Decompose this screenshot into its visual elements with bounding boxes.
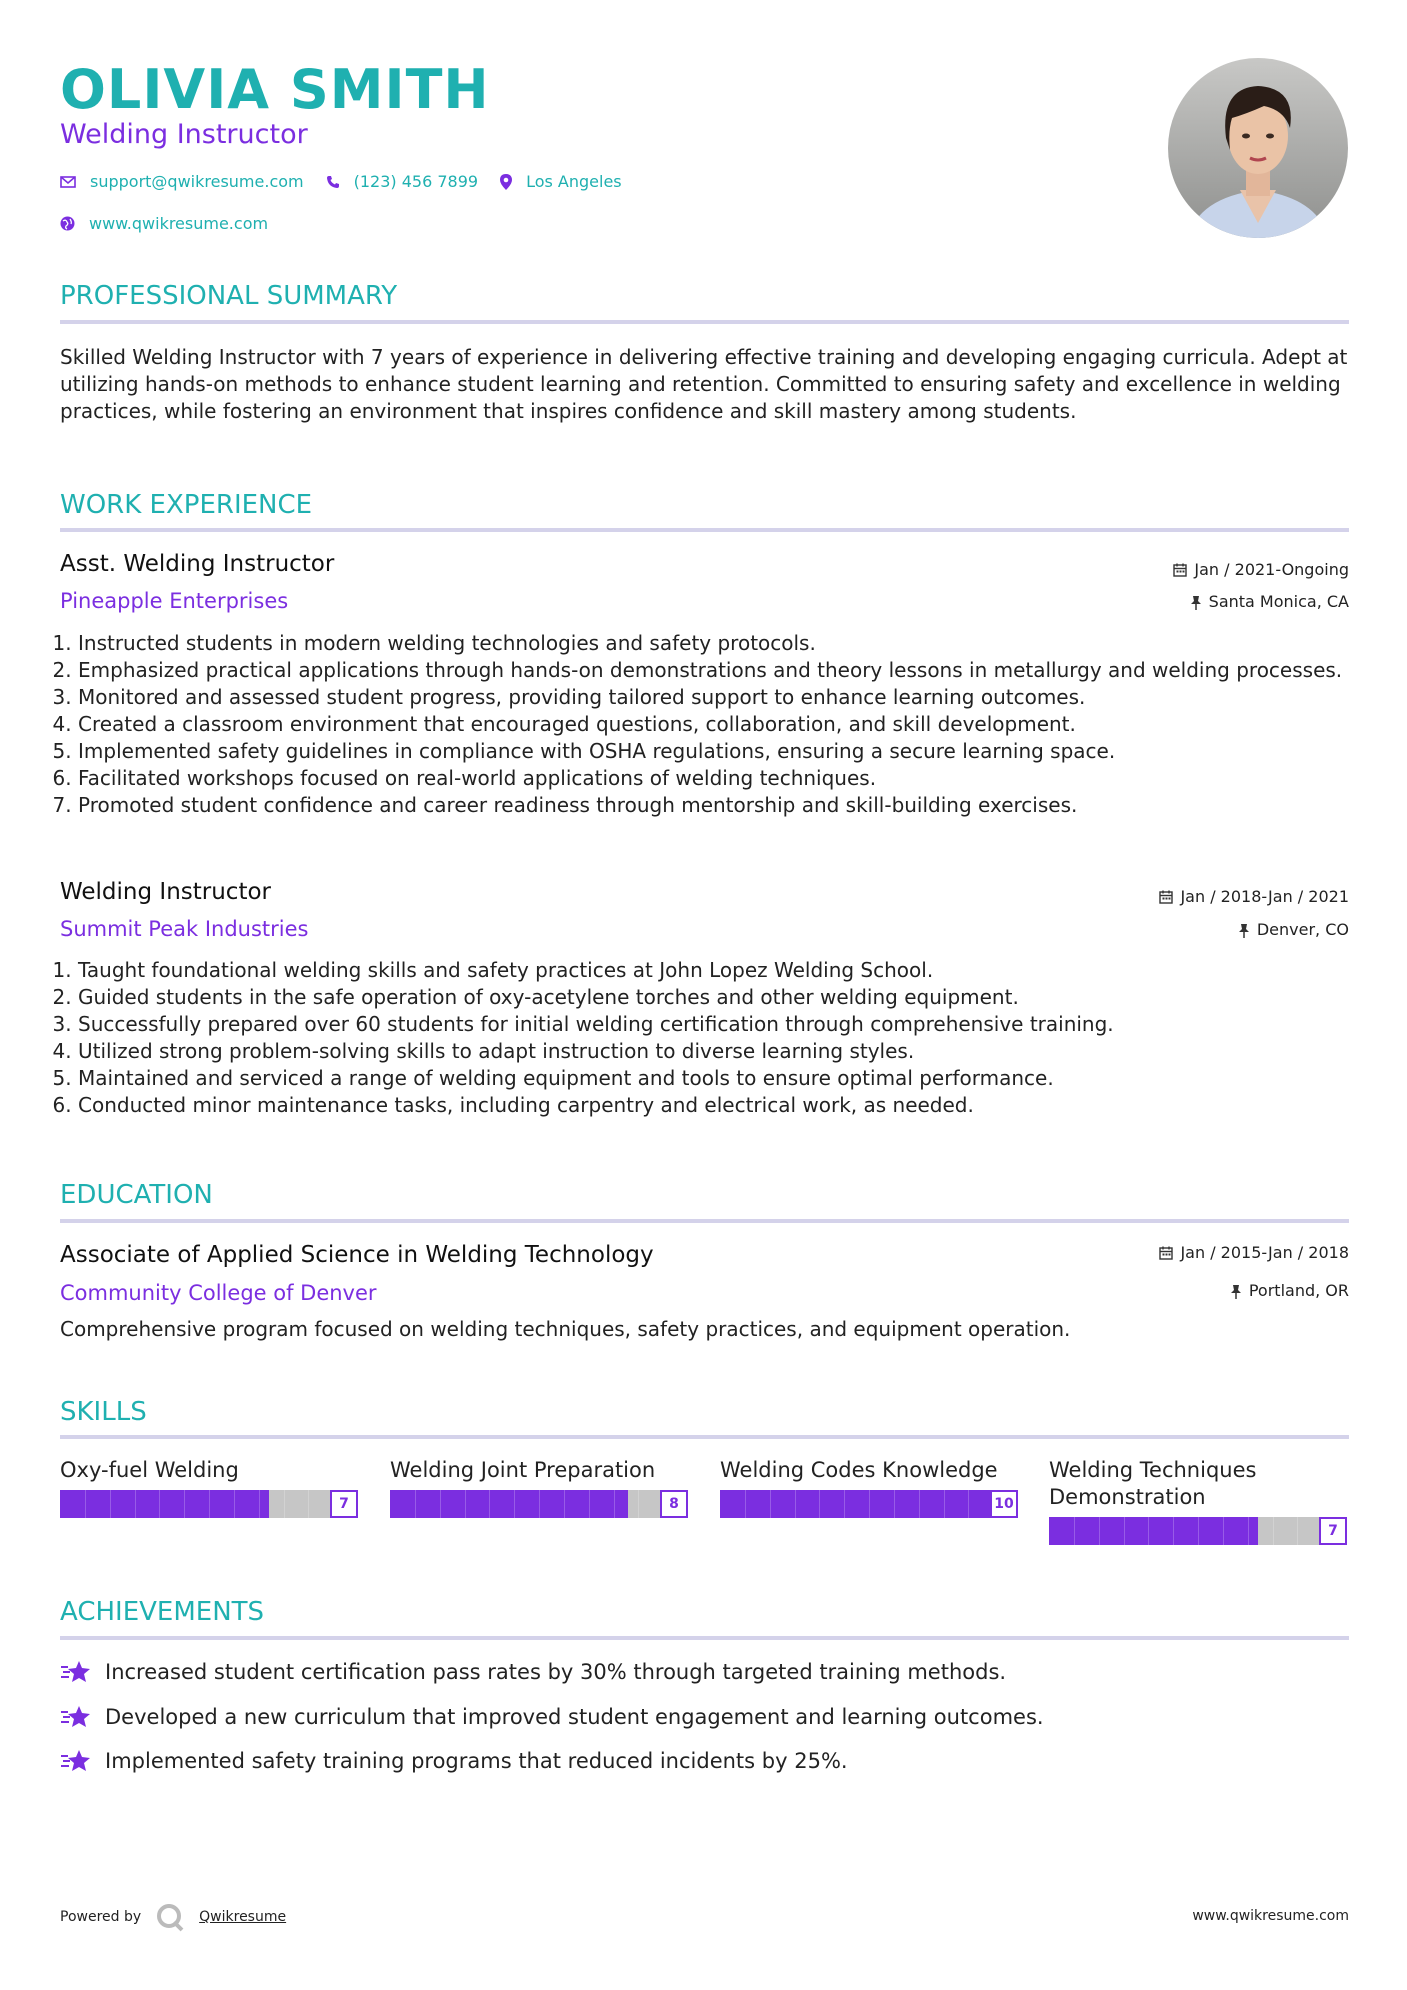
skill-bar-segment [919,1490,920,1518]
job-title: Welding Instructor [60,879,271,905]
skill-bar-segment [1124,1517,1125,1545]
footer-url[interactable]: www.qwikresume.com [1192,1908,1349,1924]
candidate-name: OLIVIA SMITH [60,58,490,121]
job-company: Pineapple Enterprises [60,589,289,613]
calendar-icon [1159,1246,1173,1260]
list-item: 6. Facilitated workshops focused on real-world applications of welding techniques. [78,765,1348,792]
profile-photo [1168,58,1348,238]
contact-email[interactable]: support@qwikresume.com [60,172,304,191]
skill-bar-segment [1099,1517,1100,1545]
list-item: 4. Created a classroom environment that encouraged questions, collaboration, and skill development. [78,711,1348,738]
map-pin-icon [500,174,512,190]
skill-bar-segment [1148,1517,1149,1545]
skill-bar-segment [465,1490,466,1518]
job-bullets [60,957,1348,1119]
section-divider [60,1636,1349,1640]
skill-bar-segment [1273,1517,1274,1545]
skill-level-badge: 10 [990,1490,1018,1518]
skill-bar-segment [308,1490,309,1518]
contact-location: Los Angeles [500,172,622,191]
shooting-star-icon [60,1748,92,1774]
skill-name: Welding Codes Knowledge [720,1458,998,1482]
globe-icon [60,216,75,231]
section-divider [60,528,1349,532]
section-divider [60,1435,1349,1439]
list-item: 2. Guided students in the safe operation of oxy-acetylene torches and other welding equipment. [78,984,1348,1011]
achievement-item: Implemented safety training programs that reduced incidents by 25%. [60,1747,848,1775]
skill-item [60,1457,358,1518]
list-item: 3. Successfully prepared over 60 students for initial welding certification through comprehensive training. [78,1011,1348,1038]
achievement-item: Increased student certification pass rates by 30% through targeted training methods. [60,1658,1006,1686]
shooting-star-icon [60,1659,92,1685]
skill-name: Welding Joint Preparation [390,1458,656,1482]
skill-bar-segment [1223,1517,1224,1545]
skill-level-badge: 8 [660,1490,688,1518]
education-location: Portland, OR [1230,1280,1349,1302]
skill-bar-segment [819,1490,820,1518]
skill-bar-segment [415,1490,416,1518]
contact-phone[interactable]: (123) 456 7899 [326,172,478,191]
education-dates: Jan / 2015-Jan / 2018 [1159,1242,1349,1264]
skill-level-fill [1049,1517,1258,1545]
footer-powered-by: Powered by Qwikresume [60,1902,286,1932]
skill-bar-segment [489,1490,490,1518]
skill-bar-segment [1173,1517,1174,1545]
section-divider [60,320,1349,324]
skill-level-bar [60,1490,358,1518]
skill-level-badge: 7 [1319,1517,1347,1545]
contact-website[interactable]: www.qwikresume.com [60,214,268,233]
skill-bar-segment [1074,1517,1075,1545]
job-location: Santa Monica, CA [1190,591,1349,613]
skill-level-bar [1049,1517,1347,1545]
skill-bar-segment [284,1490,285,1518]
skill-item [1049,1457,1347,1545]
skill-bar-segment [1198,1517,1199,1545]
skill-bar-segment [795,1490,796,1518]
list-item: 4. Utilized strong problem-solving skills to adapt instruction to diverse learning styles. [78,1038,1348,1065]
skill-bar-segment [745,1490,746,1518]
job-dates: Jan / 2021-Ongoing [1173,559,1349,581]
school-name: Community College of Denver [60,1281,377,1305]
skill-level-badge: 7 [330,1490,358,1518]
skill-bar-segment [894,1490,895,1518]
section-title-education: EDUCATION [60,1180,213,1210]
skill-bar-segment [259,1490,260,1518]
list-item: 1. Instructed students in modern welding technologies and safety protocols. [78,630,1348,657]
list-item: 1. Taught foundational welding skills and safety practices at John Lopez Welding School. [78,957,1348,984]
job-dates: Jan / 2018-Jan / 2021 [1159,886,1349,908]
education-description: Comprehensive program focused on welding techniques, safety practices, and equipment operation. [60,1317,1071,1341]
section-divider [60,1219,1349,1223]
skill-bar-segment [85,1490,86,1518]
phone-icon [326,175,340,189]
skill-item [390,1457,688,1518]
job-location: Denver, CO [1238,919,1349,941]
skill-bar-segment [539,1490,540,1518]
skill-bar-segment [135,1490,136,1518]
list-item: 7. Promoted student confidence and career readiness through mentorship and skill-building exercises. [78,792,1348,819]
skill-bar-segment [514,1490,515,1518]
envelope-icon [60,176,76,188]
skill-bar-segment [234,1490,235,1518]
calendar-icon [1159,890,1173,904]
contact-row [60,172,644,191]
skill-bar-segment [770,1490,771,1518]
shooting-star-icon [60,1704,92,1730]
list-item: 5. Implemented safety guidelines in compliance with OSHA regulations, ensuring a secure learning space. [78,738,1348,765]
skill-bar-segment [110,1490,111,1518]
skill-bar-segment [589,1490,590,1518]
pushpin-icon [1238,923,1250,938]
skill-bar-segment [1248,1517,1249,1545]
skill-level-bar [720,1490,1018,1518]
section-title-achievements: ACHIEVEMENTS [60,1597,265,1627]
skill-name: Oxy-fuel Welding [60,1458,239,1482]
list-item: 5. Maintained and serviced a range of welding equipment and tools to ensure optimal performance. [78,1065,1348,1092]
job-title: Asst. Welding Instructor [60,551,335,577]
skill-bar-segment [1297,1517,1298,1545]
skill-bar-segment [614,1490,615,1518]
skill-level-fill [390,1490,628,1518]
list-item: 6. Conducted minor maintenance tasks, including carpentry and electrical work, as needed. [78,1092,1348,1119]
skill-bar-segment [869,1490,870,1518]
achievement-item: Developed a new curriculum that improved student engagement and learning outcomes. [60,1703,1044,1731]
skill-name: Welding Techniques Demonstration [1049,1458,1257,1509]
job-company: Summit Peak Industries [60,917,309,941]
skill-item [720,1457,1018,1518]
candidate-title: Welding Instructor [60,119,308,150]
job-bullets [60,630,1348,819]
skill-level-fill [60,1490,269,1518]
skill-level-bar [390,1490,688,1518]
skill-bar-segment [209,1490,210,1518]
calendar-icon [1173,563,1187,577]
skill-bar-segment [968,1490,969,1518]
section-title-experience: WORK EXPERIENCE [60,490,313,520]
summary-text: Skilled Welding Instructor with 7 years of experience in delivering effective training and developing engaging curricula. Adept at utilizing hands-on methods to enhance student learning and retention. Committed to ensuring safety and excellence in welding practices, while fostering an environment that inspires confidence and skill mastery among students. [60,345,1348,423]
skill-bar-segment [440,1490,441,1518]
pushpin-icon [1190,595,1202,610]
list-item: 3. Monitored and assessed student progress, providing tailored support to enhance learning outcomes. [78,684,1348,711]
skill-bar-segment [159,1490,160,1518]
skill-bar-segment [944,1490,945,1518]
pushpin-icon [1230,1284,1242,1299]
qwikresume-logo-icon [155,1902,185,1932]
skill-bar-segment [184,1490,185,1518]
skill-bar-segment [564,1490,565,1518]
section-title-summary: PROFESSIONAL SUMMARY [60,281,398,311]
skill-bar-segment [844,1490,845,1518]
degree-title: Associate of Applied Science in Welding Technology [60,1242,654,1268]
list-item: 2. Emphasized practical applications through hands-on demonstrations and theory lessons in metallurgy and welding processes. [78,657,1348,684]
contact-row-2 [60,214,290,233]
qwikresume-link[interactable]: Qwikresume [199,1909,287,1925]
section-title-skills: SKILLS [60,1397,147,1427]
skill-bar-segment [638,1490,639,1518]
